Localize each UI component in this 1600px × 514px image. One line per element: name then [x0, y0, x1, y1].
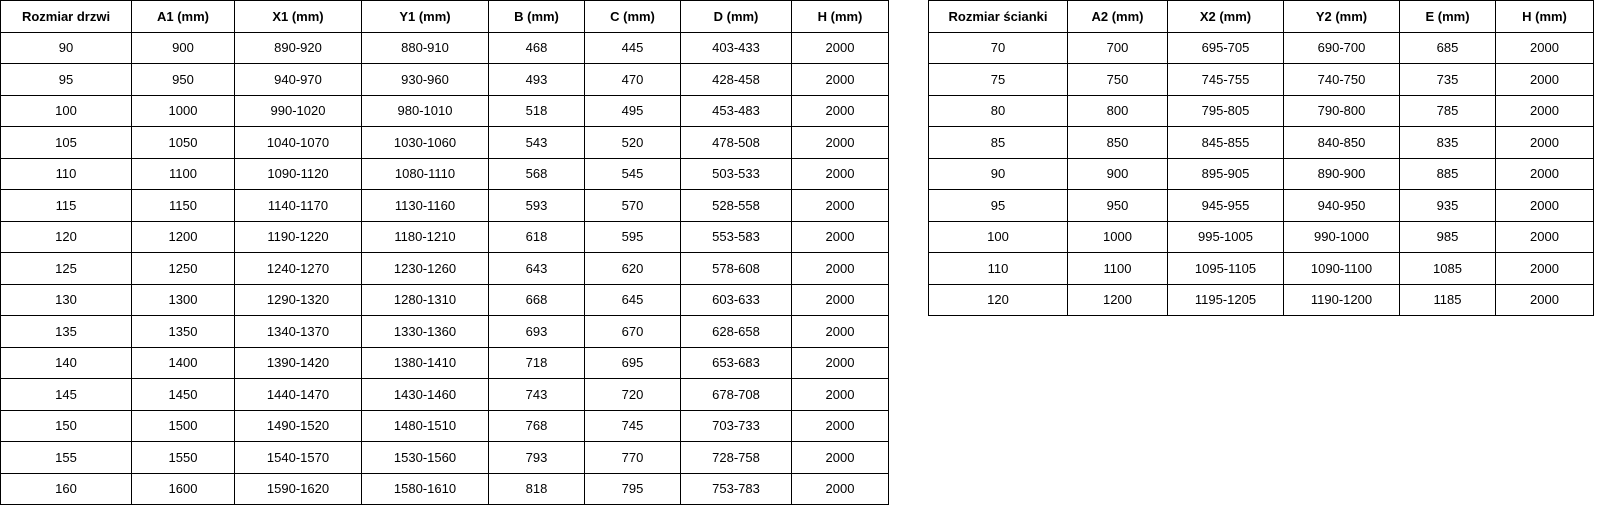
- table-cell: 140: [1, 347, 132, 379]
- table-cell: 528-558: [681, 190, 792, 222]
- table-cell: 740-750: [1284, 64, 1400, 96]
- table-row: [929, 64, 1594, 96]
- table-row: [929, 284, 1594, 316]
- table-cell: 1540-1570: [235, 442, 362, 474]
- table-cell: 160: [1, 473, 132, 505]
- table-cell: 2000: [792, 221, 889, 253]
- table-cell: 1390-1420: [235, 347, 362, 379]
- table-cell: 428-458: [681, 64, 792, 96]
- table-cell: 2000: [792, 473, 889, 505]
- table-cell: 2000: [792, 190, 889, 222]
- table-cell: 135: [1, 316, 132, 348]
- table-row: [929, 32, 1594, 64]
- table-cell: 745-755: [1168, 64, 1284, 96]
- table-cell: 125: [1, 253, 132, 285]
- table-cell: 1050: [132, 127, 235, 159]
- table-cell: 403-433: [681, 32, 792, 64]
- wall-column-header-0: Rozmiar ścianki: [929, 1, 1068, 33]
- table-cell: 503-533: [681, 158, 792, 190]
- table-cell: 1000: [132, 95, 235, 127]
- door-column-header-5: C (mm): [585, 1, 681, 33]
- table-cell: 793: [489, 442, 585, 474]
- table-cell: 745: [585, 410, 681, 442]
- table-row: [1, 347, 889, 379]
- table-cell: 90: [1, 32, 132, 64]
- table-cell: 1080-1110: [362, 158, 489, 190]
- table-cell: 768: [489, 410, 585, 442]
- table-cell: 845-855: [1168, 127, 1284, 159]
- table-cell: 2000: [792, 32, 889, 64]
- table-cell: 1095-1105: [1168, 253, 1284, 285]
- table-cell: 980-1010: [362, 95, 489, 127]
- table-cell: 1090-1120: [235, 158, 362, 190]
- table-cell: 835: [1400, 127, 1496, 159]
- table-cell: 1200: [1068, 284, 1168, 316]
- table-row: [1, 316, 889, 348]
- table-cell: 935: [1400, 190, 1496, 222]
- table-cell: 1350: [132, 316, 235, 348]
- table-cell: 785: [1400, 95, 1496, 127]
- table-cell: 110: [929, 253, 1068, 285]
- table-cell: 1140-1170: [235, 190, 362, 222]
- table-cell: 990-1020: [235, 95, 362, 127]
- table-cell: 1150: [132, 190, 235, 222]
- table-cell: 2000: [792, 347, 889, 379]
- table-cell: 690-700: [1284, 32, 1400, 64]
- table-cell: 85: [929, 127, 1068, 159]
- table-cell: 80: [929, 95, 1068, 127]
- table-cell: 470: [585, 64, 681, 96]
- table-cell: 1190-1200: [1284, 284, 1400, 316]
- table-cell: 2000: [792, 442, 889, 474]
- table-cell: 1030-1060: [362, 127, 489, 159]
- table-cell: 790-800: [1284, 95, 1400, 127]
- table-cell: 2000: [1496, 284, 1594, 316]
- table-cell: 628-658: [681, 316, 792, 348]
- table-cell: 2000: [1496, 190, 1594, 222]
- table-cell: 1430-1460: [362, 379, 489, 411]
- table-cell: 578-608: [681, 253, 792, 285]
- table-header-row: [1, 1, 889, 33]
- table-cell: 518: [489, 95, 585, 127]
- table-cell: 750: [1068, 64, 1168, 96]
- table-cell: 2000: [792, 127, 889, 159]
- table-cell: 100: [1, 95, 132, 127]
- table-cell: 115: [1, 190, 132, 222]
- table-cell: 668: [489, 284, 585, 316]
- table-cell: 940-970: [235, 64, 362, 96]
- table-cell: 703-733: [681, 410, 792, 442]
- table-cell: 2000: [792, 253, 889, 285]
- door-column-header-4: B (mm): [489, 1, 585, 33]
- table-cell: 2000: [1496, 95, 1594, 127]
- table-cell: 1190-1220: [235, 221, 362, 253]
- table-row: [1, 442, 889, 474]
- table-cell: 900: [132, 32, 235, 64]
- table-cell: 695: [585, 347, 681, 379]
- table-cell: 990-1000: [1284, 221, 1400, 253]
- table-cell: 670: [585, 316, 681, 348]
- table-cell: 543: [489, 127, 585, 159]
- table-cell: 743: [489, 379, 585, 411]
- table-cell: 1530-1560: [362, 442, 489, 474]
- wall-column-header-5: H (mm): [1496, 1, 1594, 33]
- table-cell: 570: [585, 190, 681, 222]
- table-cell: 1330-1360: [362, 316, 489, 348]
- table-cell: 770: [585, 442, 681, 474]
- table-cell: 2000: [792, 158, 889, 190]
- table-cell: 2000: [792, 379, 889, 411]
- table-cell: 1090-1100: [1284, 253, 1400, 285]
- table-cell: 1550: [132, 442, 235, 474]
- wall-column-header-1: A2 (mm): [1068, 1, 1168, 33]
- table-cell: 120: [1, 221, 132, 253]
- table-cell: 453-483: [681, 95, 792, 127]
- door-column-header-1: A1 (mm): [132, 1, 235, 33]
- table-row: [1, 158, 889, 190]
- table-cell: 568: [489, 158, 585, 190]
- table-cell: 2000: [1496, 32, 1594, 64]
- table-cell: 1450: [132, 379, 235, 411]
- table-cell: 595: [585, 221, 681, 253]
- table-cell: 950: [132, 64, 235, 96]
- table-cell: 1480-1510: [362, 410, 489, 442]
- door-table-body: [1, 32, 889, 505]
- table-cell: 1590-1620: [235, 473, 362, 505]
- table-cell: 1130-1160: [362, 190, 489, 222]
- table-cell: 890-900: [1284, 158, 1400, 190]
- table-cell: 645: [585, 284, 681, 316]
- table-cell: 795: [585, 473, 681, 505]
- table-cell: 2000: [1496, 64, 1594, 96]
- wall-table-header: [929, 1, 1594, 33]
- table-cell: 520: [585, 127, 681, 159]
- table-cell: 95: [1, 64, 132, 96]
- table-cell: 130: [1, 284, 132, 316]
- table-cell: 895-905: [1168, 158, 1284, 190]
- table-cell: 110: [1, 158, 132, 190]
- table-cell: 700: [1068, 32, 1168, 64]
- table-row: [929, 95, 1594, 127]
- table-cell: 1040-1070: [235, 127, 362, 159]
- table-cell: 985: [1400, 221, 1496, 253]
- table-row: [1, 221, 889, 253]
- table-cell: 685: [1400, 32, 1496, 64]
- table-cell: 1230-1260: [362, 253, 489, 285]
- table-row: [1, 95, 889, 127]
- table-cell: 678-708: [681, 379, 792, 411]
- table-row: [1, 410, 889, 442]
- table-row: [929, 190, 1594, 222]
- door-column-header-7: H (mm): [792, 1, 889, 33]
- table-cell: 840-850: [1284, 127, 1400, 159]
- wall-column-header-2: X2 (mm): [1168, 1, 1284, 33]
- table-cell: 553-583: [681, 221, 792, 253]
- table-cell: 695-705: [1168, 32, 1284, 64]
- table-cell: 1500: [132, 410, 235, 442]
- table-cell: 1185: [1400, 284, 1496, 316]
- wall-column-header-4: E (mm): [1400, 1, 1496, 33]
- table-cell: 930-960: [362, 64, 489, 96]
- table-cell: 105: [1, 127, 132, 159]
- table-cell: 545: [585, 158, 681, 190]
- table-cell: 1195-1205: [1168, 284, 1284, 316]
- table-cell: 468: [489, 32, 585, 64]
- table-cell: 693: [489, 316, 585, 348]
- table-cell: 95: [929, 190, 1068, 222]
- table-cell: 145: [1, 379, 132, 411]
- table-cell: 618: [489, 221, 585, 253]
- table-cell: 2000: [792, 316, 889, 348]
- table-row: [929, 127, 1594, 159]
- table-cell: 1085: [1400, 253, 1496, 285]
- table-cell: 795-805: [1168, 95, 1284, 127]
- table-cell: 1100: [1068, 253, 1168, 285]
- table-cell: 1380-1410: [362, 347, 489, 379]
- wall-size-specification-table: [928, 0, 1594, 316]
- table-cell: 818: [489, 473, 585, 505]
- table-row: [929, 253, 1594, 285]
- table-cell: 1440-1470: [235, 379, 362, 411]
- table-cell: 2000: [792, 64, 889, 96]
- table-cell: 880-910: [362, 32, 489, 64]
- table-row: [1, 190, 889, 222]
- table-cell: 1280-1310: [362, 284, 489, 316]
- table-cell: 150: [1, 410, 132, 442]
- table-cell: 885: [1400, 158, 1496, 190]
- table-cell: 75: [929, 64, 1068, 96]
- table-cell: 620: [585, 253, 681, 285]
- table-row: [1, 253, 889, 285]
- table-cell: 1100: [132, 158, 235, 190]
- table-cell: 1490-1520: [235, 410, 362, 442]
- table-row: [1, 32, 889, 64]
- table-cell: 1340-1370: [235, 316, 362, 348]
- table-cell: 653-683: [681, 347, 792, 379]
- table-cell: 445: [585, 32, 681, 64]
- table-row: [1, 64, 889, 96]
- door-column-header-3: Y1 (mm): [362, 1, 489, 33]
- table-cell: 100: [929, 221, 1068, 253]
- table-cell: 753-783: [681, 473, 792, 505]
- table-cell: 1300: [132, 284, 235, 316]
- table-cell: 478-508: [681, 127, 792, 159]
- table-cell: 1600: [132, 473, 235, 505]
- table-cell: 2000: [792, 284, 889, 316]
- table-cell: 2000: [792, 410, 889, 442]
- table-cell: 890-920: [235, 32, 362, 64]
- table-cell: 1000: [1068, 221, 1168, 253]
- table-row: [1, 284, 889, 316]
- table-cell: 90: [929, 158, 1068, 190]
- wall-size-table-container: [928, 0, 1594, 316]
- table-cell: 720: [585, 379, 681, 411]
- door-column-header-6: D (mm): [681, 1, 792, 33]
- table-cell: 995-1005: [1168, 221, 1284, 253]
- wall-table-body: [929, 32, 1594, 316]
- door-column-header-2: X1 (mm): [235, 1, 362, 33]
- table-cell: 2000: [1496, 127, 1594, 159]
- table-cell: 945-955: [1168, 190, 1284, 222]
- table-cell: 1200: [132, 221, 235, 253]
- table-cell: 120: [929, 284, 1068, 316]
- table-cell: 593: [489, 190, 585, 222]
- table-cell: 900: [1068, 158, 1168, 190]
- table-cell: 495: [585, 95, 681, 127]
- table-cell: 718: [489, 347, 585, 379]
- table-cell: 850: [1068, 127, 1168, 159]
- door-table-header: [1, 1, 889, 33]
- table-row: [1, 379, 889, 411]
- table-cell: 940-950: [1284, 190, 1400, 222]
- table-cell: 1580-1610: [362, 473, 489, 505]
- table-cell: 1240-1270: [235, 253, 362, 285]
- table-cell: 1400: [132, 347, 235, 379]
- table-cell: 2000: [1496, 253, 1594, 285]
- table-cell: 70: [929, 32, 1068, 64]
- table-row: [1, 473, 889, 505]
- table-cell: 1250: [132, 253, 235, 285]
- table-row: [929, 221, 1594, 253]
- table-row: [1, 127, 889, 159]
- table-cell: 735: [1400, 64, 1496, 96]
- table-header-row: [929, 1, 1594, 33]
- table-cell: 2000: [1496, 158, 1594, 190]
- table-cell: 728-758: [681, 442, 792, 474]
- table-cell: 155: [1, 442, 132, 474]
- wall-column-header-3: Y2 (mm): [1284, 1, 1400, 33]
- table-cell: 2000: [792, 95, 889, 127]
- table-cell: 1290-1320: [235, 284, 362, 316]
- table-cell: 800: [1068, 95, 1168, 127]
- table-row: [929, 158, 1594, 190]
- table-cell: 493: [489, 64, 585, 96]
- table-cell: 603-633: [681, 284, 792, 316]
- table-cell: 950: [1068, 190, 1168, 222]
- door-column-header-0: Rozmiar drzwi: [1, 1, 132, 33]
- table-cell: 643: [489, 253, 585, 285]
- table-cell: 2000: [1496, 221, 1594, 253]
- table-cell: 1180-1210: [362, 221, 489, 253]
